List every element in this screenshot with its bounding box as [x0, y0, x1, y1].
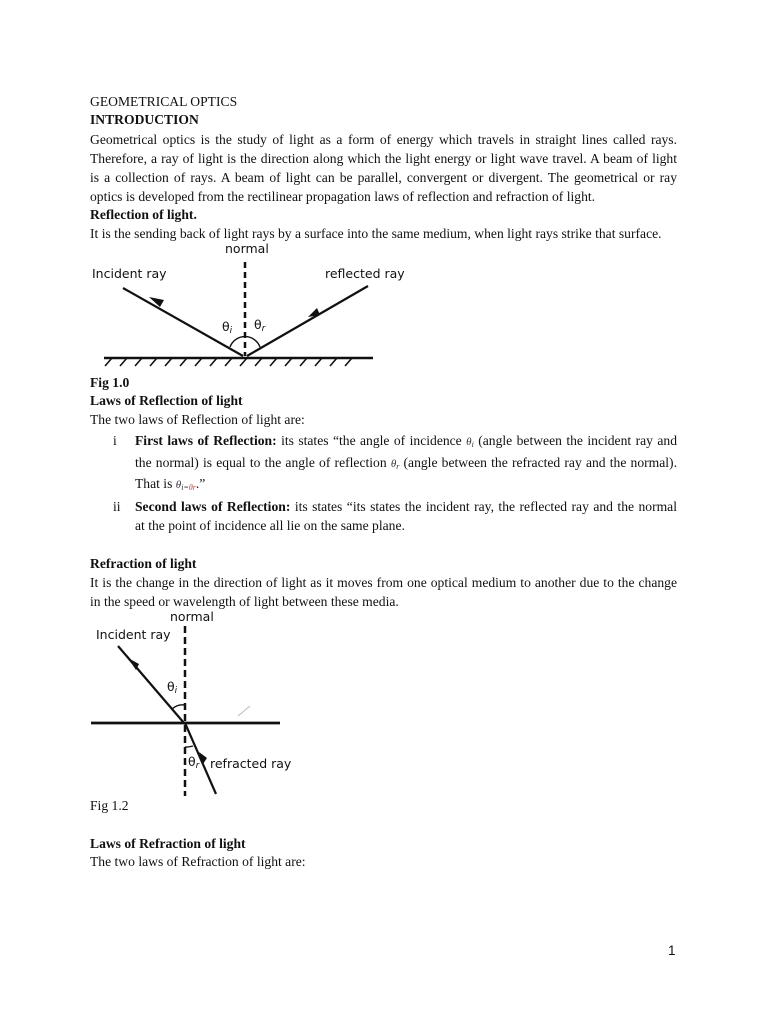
laws-reflection-intro: The two laws of Reflection of light are: [90, 412, 305, 427]
normal-label: normal [225, 241, 269, 256]
page-number: 1 [668, 943, 676, 958]
laws-refraction-intro: The two laws of Refraction of light are: [90, 854, 306, 869]
refraction-angle-arc [185, 746, 193, 747]
reflection-diagram [88, 240, 405, 375]
refraction-diagram [88, 606, 298, 798]
intro-line-3: is a collection of rays. A beam of light can be parallel, convergent or divergent. The geometrical or ray [90, 170, 677, 185]
reflected-ray [247, 286, 368, 356]
law-1-line-1: First laws of Reflection: its states “the angle of incidence $\theta_i$ (angle between the incident ray and [135, 433, 677, 449]
refraction-heading: Refraction of light [90, 556, 197, 571]
law-1-numeral: i [113, 433, 117, 448]
fig-1-2-caption: Fig 1.2 [90, 798, 129, 813]
document-title: GEOMETRICAL OPTICS [90, 94, 238, 109]
intro-line-2: Therefore, a ray of light is the direction along which the light energy or light wave travel. A beam of light [90, 151, 677, 166]
refraction-line-2: in the speed or wavelength of light between these media. [90, 594, 399, 609]
fig-1-0-caption: Fig 1.0 [90, 375, 130, 390]
incidence-angle-arc [172, 705, 185, 709]
normal-label: normal [170, 609, 214, 624]
laws-reflection-heading: Laws of Reflection of light [90, 393, 243, 408]
theta-i-label: θi [222, 319, 233, 336]
refraction-line-1: It is the change in the direction of light as it moves from one optical medium to another due to the change [90, 575, 677, 590]
intro-line-1: Geometrical optics is the study of light as a form of energy which travels in straight lines called rays. [90, 132, 677, 147]
intro-line-4: optics is developed from the rectilinear propagation laws of reflection and refraction of light. [90, 189, 596, 204]
reflected-ray-label: reflected ray [325, 266, 405, 281]
law-2-line-2: at the point of incidence all lie on the same plane. [135, 518, 405, 533]
law-2-numeral: ii [113, 499, 121, 514]
laws-refraction-heading: Laws of Refraction of light [90, 836, 246, 851]
incident-ray-label: Incident ray [92, 266, 167, 281]
law-2-line-1: Second laws of Reflection: its states “its states the incident ray, the reflected ray and the normal [135, 499, 677, 514]
reflection-heading: Reflection of light. [90, 207, 197, 222]
theta-i-label: θi [167, 679, 178, 696]
theta-r-label: θr [188, 754, 200, 771]
incident-arrow-icon [149, 297, 164, 307]
refracted-ray-label: refracted ray [210, 756, 292, 771]
intro-heading: INTRODUCTION [90, 112, 199, 127]
incident-ray-label: Incident ray [96, 627, 171, 642]
law-1-line-2: the normal) is equal to the angle of reflection $\theta_r$ (angle between the refracted ray and the normal). [135, 455, 677, 471]
law-1-line-3: That is $\theta_{i=\theta r}$.” [135, 476, 206, 492]
reflection-definition: It is the sending back of light rays by a surface into the same medium, when light rays strike that surface. [90, 226, 662, 241]
theta-r-label: θr [254, 317, 266, 334]
faint-mark [238, 706, 250, 716]
